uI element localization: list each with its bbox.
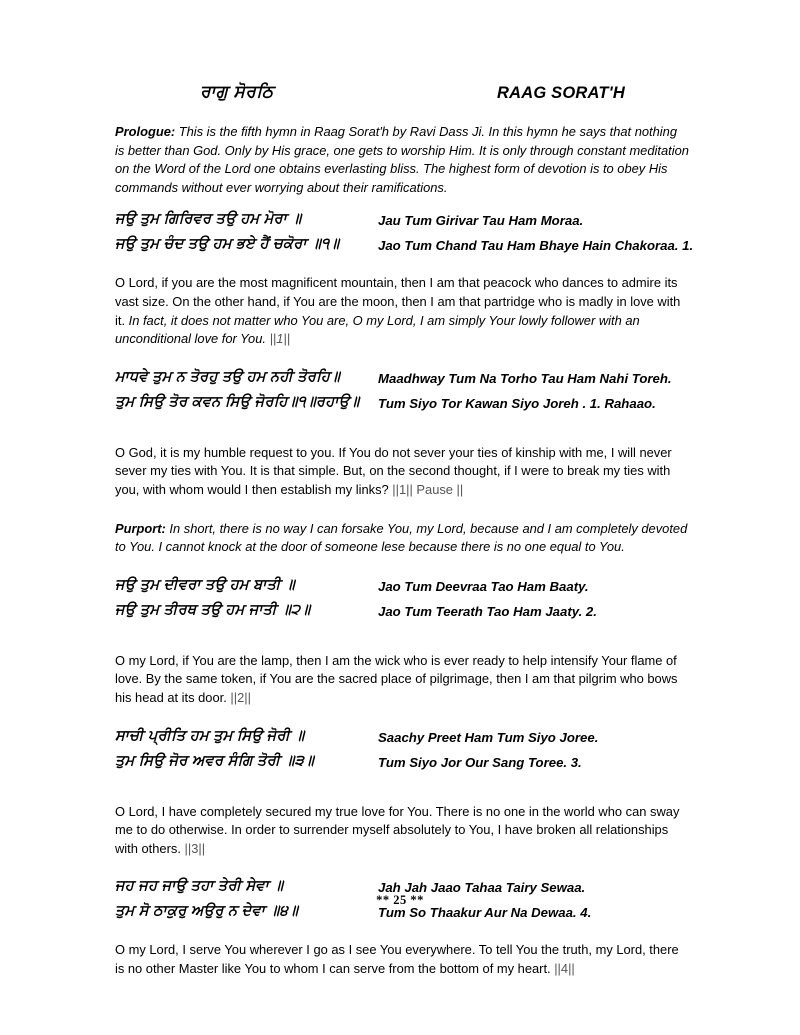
verse-gurmukhi: ਮਾਧਵੇ ਤੁਮ ਨ ਤੋਰਹੁ ਤਉ ਹਮ ਨਹੀ ਤੋਰਹਿ॥ — [115, 368, 341, 385]
verse-gurmukhi: ਜਉ ਤੁਮ ਚੰਦ ਤਉ ਹਮ ਭਏ ਹੈਂ ਚਕੋਰਾ ॥੧॥ — [115, 236, 340, 253]
verse-transliteration: Maadhway Tum Na Torho Tau Ham Nahi Toreh. — [378, 370, 672, 386]
verse-gurmukhi: ਜਉ ਤੁਮ ਗਿਰਿਵਰ ਤਉ ਹਮ ਮੋਰਾ ॥ — [115, 211, 302, 228]
page-content — [115, 82, 694, 992]
verse-line — [115, 577, 689, 602]
explanation-paragraph-1 — [115, 274, 689, 348]
verse-marker: ||2|| — [226, 689, 251, 705]
verse-couplet-1 — [115, 211, 694, 261]
verse-marker: ||1|| Pause || — [388, 481, 464, 497]
explanation-text: O God, it is my humble request to you. If You do not sever your ties of kinship with me, I will never sever my ties with You. It is that simple. But, on the second thought, if I were to break my ties with you, with whom would I then establish my links? — [115, 444, 672, 497]
header-roman-title: RAAG SORAT'H — [497, 84, 625, 102]
verse-marker: ||4|| — [550, 960, 575, 976]
explanation-text: O Lord, I have completely secured my true love for You. There is no one in the world who can sway me to do otherwise. In order to surrender myself absolutely to You, I have broken all relationships with others. — [115, 803, 680, 856]
verse-transliteration: Saachy Preet Ham Tum Siyo Joree. — [378, 729, 599, 745]
verse-transliteration: Tum Siyo Tor Kawan Siyo Joreh . 1. Rahaao. — [378, 395, 656, 411]
explanation-text: O my Lord, if You are the lamp, then I am the wick who is ever ready to help intensify Your flame of love. By the same token, if You are the sacred place of pilgrimage, then I am that pilgrim who bows his head at its door. — [115, 652, 678, 705]
purport-block — [115, 520, 689, 557]
prologue-block — [115, 123, 689, 197]
verse-transliteration: Tum Siyo Jor Our Sang Toree. 3. — [378, 754, 582, 770]
verse-line — [115, 369, 689, 394]
verse-transliteration: Jao Tum Teerath Tao Ham Jaaty. 2. — [378, 603, 597, 619]
verse-marker: ||1|| — [265, 331, 291, 347]
verse-line — [115, 753, 689, 778]
verse-gurmukhi: ਜਹ ਜਹ ਜਾਉ ਤਹਾ ਤੇਰੀ ਸੇਵਾ ॥ — [115, 878, 284, 895]
verse-marker: ||3|| — [180, 840, 206, 856]
explanation-emphasis: In fact, it does not matter who You are, O my Lord, I am simply Your lowly follower with an unconditional love for You. — [115, 312, 640, 347]
verse-gurmukhi: ਸਾਚੀ ਪ੍ਰੀਤਿ ਹਮ ਤੁਮ ਸਿਉ ਜੋਰੀ ॥ — [115, 727, 305, 744]
verse-transliteration: Tum So Thaakur Aur Na Dewaa. 4. — [378, 905, 592, 921]
page-header — [115, 82, 689, 112]
prologue-label: Prologue: — [115, 124, 176, 139]
verse-gurmukhi: ਤੁਮ ਸੋ ਠਾਕੁਰੁ ਅਉਰੁ ਨ ਦੇਵਾ ॥੪॥ — [115, 903, 299, 920]
explanation-paragraph-2 — [115, 444, 689, 500]
verse-couplet-2 — [115, 369, 689, 419]
purport-text: In short, there is no way I can forsake You, my Lord, because and I am completely devoted to You. I cannot knock at the door of someone lese because there is no one equal to You. — [115, 520, 688, 555]
verse-gurmukhi: ਜਉ ਤੁਮ ਤੀਰਥ ਤਉ ਹਮ ਜਾਤੀ ॥੨॥ — [115, 601, 311, 618]
explanation-paragraph-3 — [115, 652, 689, 708]
prologue-text: This is the fifth hymn in Raag Sorat'h by Ravi Dass Ji. In this hymn he says that nothing is better than God. Only by His grace, one gets to worship Him. It is only through constant meditation on the Word of the Lord one obtains everlasting bliss. The highest form of devotion is to obey His commands without ever worrying about their ramifications. — [115, 124, 689, 195]
verse-line — [115, 211, 689, 236]
verse-line — [115, 236, 694, 261]
verse-gurmukhi: ਤੁਮ ਸਿਉ ਜੋਰ ਅਵਰ ਸੰਗਿ ਤੋਰੀ ॥੩॥ — [115, 752, 315, 769]
verse-couplet-4 — [115, 728, 689, 778]
verse-line — [115, 728, 689, 753]
explanation-text: O Lord, if you are the most magnificent mountain, then I am that peacock who dances to admire its vast size. On the other hand, if You are the moon, then I am that partridge who is madly in love with it. — [115, 275, 681, 328]
purport-label: Purport: — [115, 520, 166, 536]
verse-line — [115, 394, 689, 419]
verse-transliteration: Jao Tum Chand Tau Ham Bhaye Hain Chakoraa. 1. — [378, 238, 694, 254]
verse-transliteration: Jau Tum Girivar Tau Ham Moraa. — [378, 213, 584, 229]
verse-transliteration: Jao Tum Deevraa Tao Ham Baaty. — [378, 578, 589, 594]
verse-gurmukhi: ਤੁਮ ਸਿਉ ਤੋਰ ਕਵਨ ਸਿਉ ਜੋਰਹਿ॥੧॥ਰਹਾਉ॥ — [115, 393, 360, 410]
header-gurmukhi-title: ਰਾਗੁ ਸੋਰਠਿ — [200, 82, 274, 101]
explanation-paragraph-5 — [115, 941, 689, 978]
page-number-marker: ** 25 ** — [376, 893, 424, 907]
verse-transliteration: Jah Jah Jaao Tahaa Tairy Sewaa. — [378, 880, 586, 896]
verse-couplet-3 — [115, 577, 689, 627]
page-footer — [0, 893, 800, 908]
verse-gurmukhi: ਜਉ ਤੁਮ ਦੀਵਰਾ ਤਉ ਹਮ ਬਾਤੀ ॥ — [115, 576, 295, 593]
explanation-paragraph-4 — [115, 803, 689, 859]
verse-line — [115, 602, 689, 627]
explanation-text: O my Lord, I serve You wherever I go as I see You everywhere. To tell You the truth, my Lord, there is no other Master like You to whom I can serve from the bottom of my heart. — [115, 942, 679, 976]
